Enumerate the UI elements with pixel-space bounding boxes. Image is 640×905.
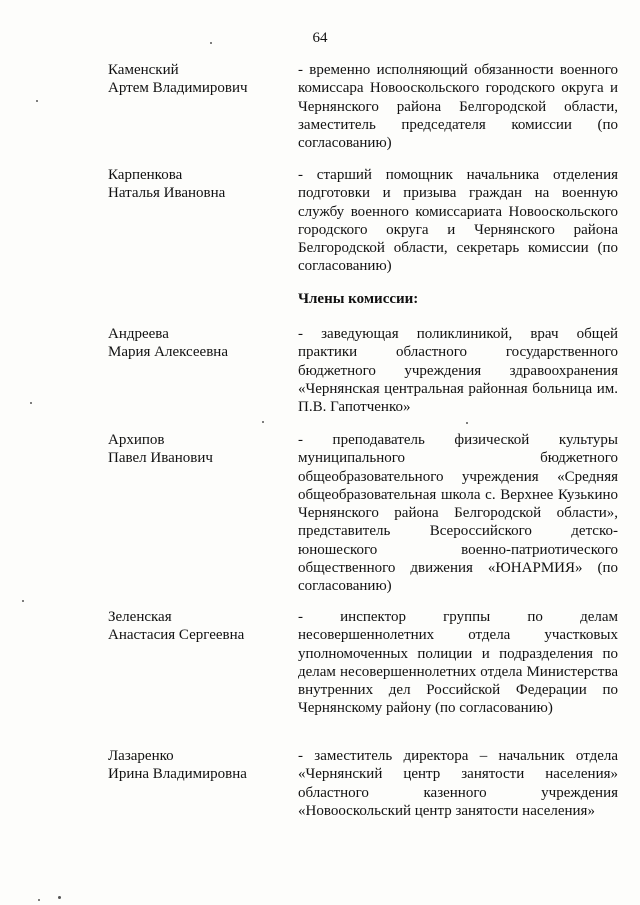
person-name [108,325,288,362]
scan-speck [30,402,32,404]
person-name [108,431,288,468]
page-number: 64 [312,30,328,46]
given-names: Наталья Ивановна [108,185,226,202]
surname: Зеленская [108,609,172,625]
person-role: - старший помощник начальника отделения подготовки и призыва граждан на военную службу военного комиссариата Новооскольского городского округа и Чернянского района Белгородской области, секретарь комиссии (по согласованию) [298,167,618,275]
given-names: Мария Алексеевна [108,344,228,361]
person-name [108,747,288,784]
person-name [108,166,288,203]
person-role: - преподаватель физической культуры муниципального бюджетного общеобразовательного учреждения «Средняя общеобразовательная школа с. Верхнее Кузькино Чернянского района Белгородской области», представитель Всероссийского детско-юношеского военно-патриотического общественного движения «ЮНАРМИЯ» (по согласованию) [298,432,618,595]
person-role: - заведующая поликлиникой, врач общей практики областного государственного бюджетного учреждения здравоохранения «Чернянская центральная районная больница им. П.В. Гапотченко» [298,326,618,416]
surname: Архипов [108,432,165,448]
scan-speck [210,42,212,44]
surname: Андреева [108,326,169,342]
given-names: Анастасия Сергеевна [108,627,245,644]
scan-speck [466,422,468,424]
surname: Карпенкова [108,167,183,183]
person-role: - инспектор группы по делам несовершеннолетних отдела участковых уполномоченных полиции и подразделения по делам несовершеннолетних отдела Министерства внутренних дел Российской Федерации по Чернянскому району (по согласованию) [298,609,618,717]
scan-speck [38,899,40,901]
surname: Каменский [108,62,179,78]
given-names: Павел Иванович [108,450,213,467]
surname: Лазаренко [108,748,174,764]
scan-speck [58,896,61,899]
scan-speck [262,421,264,423]
person-role: - заместитель директора – начальник отдела «Чернянский центр занятости населения» областного казенного учреждения «Новооскольский центр занятости населения» [298,748,618,819]
given-names: Артем Владимирович [108,80,248,97]
members-heading: Члены комиссии: [298,291,419,307]
person-role: - временно исполняющий обязанности военного комиссара Новооскольского городского округа и Чернянского района Белгородской области, заместитель председателя комиссии (по согласованию) [298,62,618,152]
scan-speck [22,600,24,602]
given-names: Ирина Владимировна [108,766,247,783]
person-name [108,608,288,645]
person-name [108,61,288,98]
scan-speck [36,100,38,102]
